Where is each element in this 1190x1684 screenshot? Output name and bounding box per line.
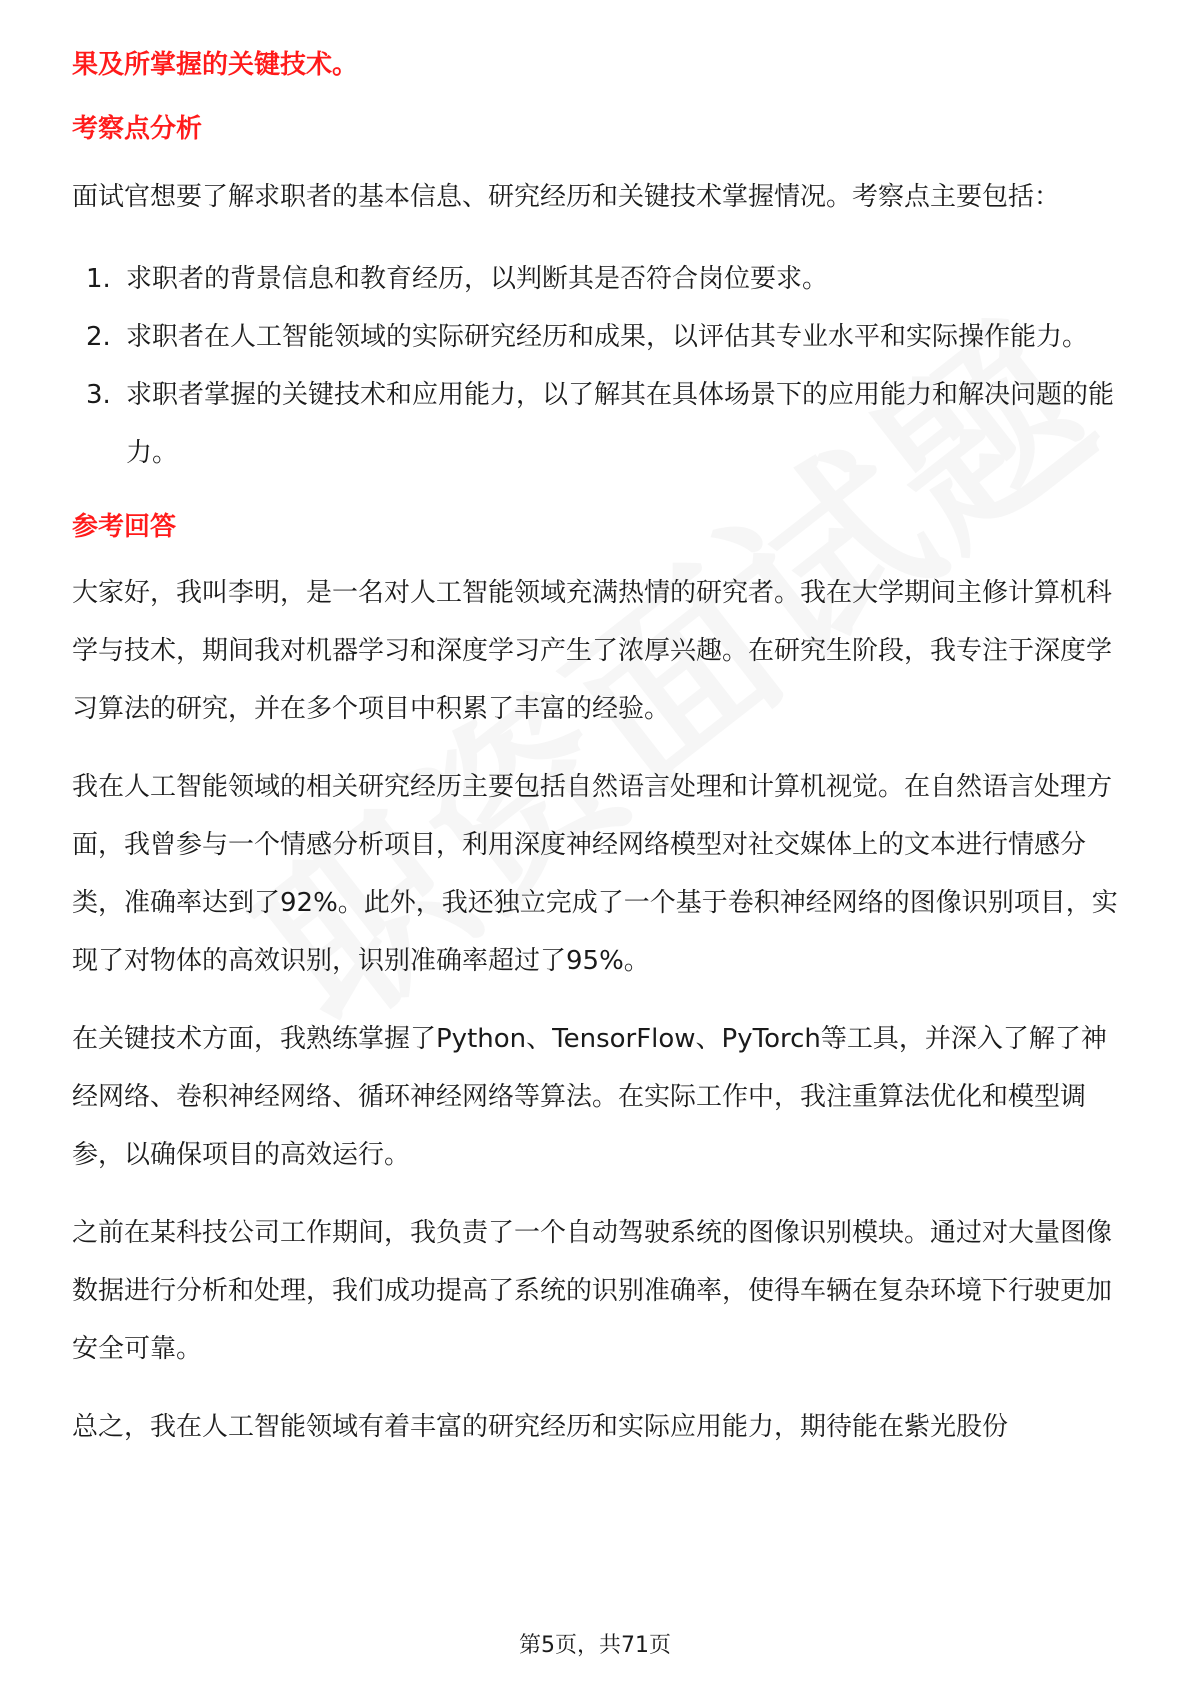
answer-paragraph-1: 大家好，我叫李明，是一名对人工智能领域充满热情的研究者。我在大学期间主修计算机科学与技术，期间我对机器学习和深度学习产生了浓厚兴趣。在研究生阶段，我专注于深度学习算法的研究，并在多个项目中积累了丰富的经验。	[72, 578, 1113, 724]
answer-heading: 参考回答	[72, 512, 177, 542]
list-item	[72, 308, 1120, 366]
answer-paragraph-5: 总之，我在人工智能领域有着丰富的研究经历和实际应用能力，期待能在紫光股份	[72, 1412, 1009, 1442]
list-item-text: 求职者在人工智能领域的实际研究经历和成果，以评估其专业水平和实际操作能力。	[126, 322, 1089, 352]
answer-paragraph-3: 在关键技术方面，我熟练掌握了Python、TensorFlow、PyTorch等工具，并深入了解了神经网络、卷积神经网络、循环神经网络等算法。在实际工作中，我注重算法优化和模型调参，以确保项目的高效运行。	[72, 1024, 1107, 1170]
intro-line: 果及所掌握的关键技术。	[72, 50, 359, 80]
list-item-text: 求职者的背景信息和教育经历，以判断其是否符合岗位要求。	[126, 264, 829, 294]
page-footer: 第5页，共71页	[519, 1633, 671, 1658]
list-item-number: 1.	[86, 264, 111, 294]
list-item-text: 求职者掌握的关键技术和应用能力，以了解其在具体场景下的应用能力和解决问题的能力。	[126, 380, 1115, 468]
analysis-points-list	[72, 250, 1120, 482]
answer-paragraph-2: 我在人工智能领域的相关研究经历主要包括自然语言处理和计算机视觉。在自然语言处理方面，我曾参与一个情感分析项目，利用深度神经网络模型对社交媒体上的文本进行情感分类，准确率达到了92%。此外，我还独立完成了一个基于卷积神经网络的图像识别项目，实现了对物体的高效识别，识别准确率超过了95%。	[72, 772, 1118, 976]
list-item	[72, 366, 1120, 482]
analysis-intro: 面试官想要了解求职者的基本信息、研究经历和关键技术掌握情况。考察点主要包括：	[72, 182, 1061, 212]
analysis-heading: 考察点分析	[72, 114, 203, 144]
answer-paragraph-4: 之前在某科技公司工作期间，我负责了一个自动驾驶系统的图像识别模块。通过对大量图像数据进行分析和处理，我们成功提高了系统的识别准确率，使得车辆在复杂环境下行驶更加安全可靠。	[72, 1218, 1113, 1364]
list-item-number: 3.	[86, 380, 111, 410]
page-content	[72, 48, 1120, 1456]
list-item	[72, 250, 1120, 308]
list-item-number: 2.	[86, 322, 111, 352]
